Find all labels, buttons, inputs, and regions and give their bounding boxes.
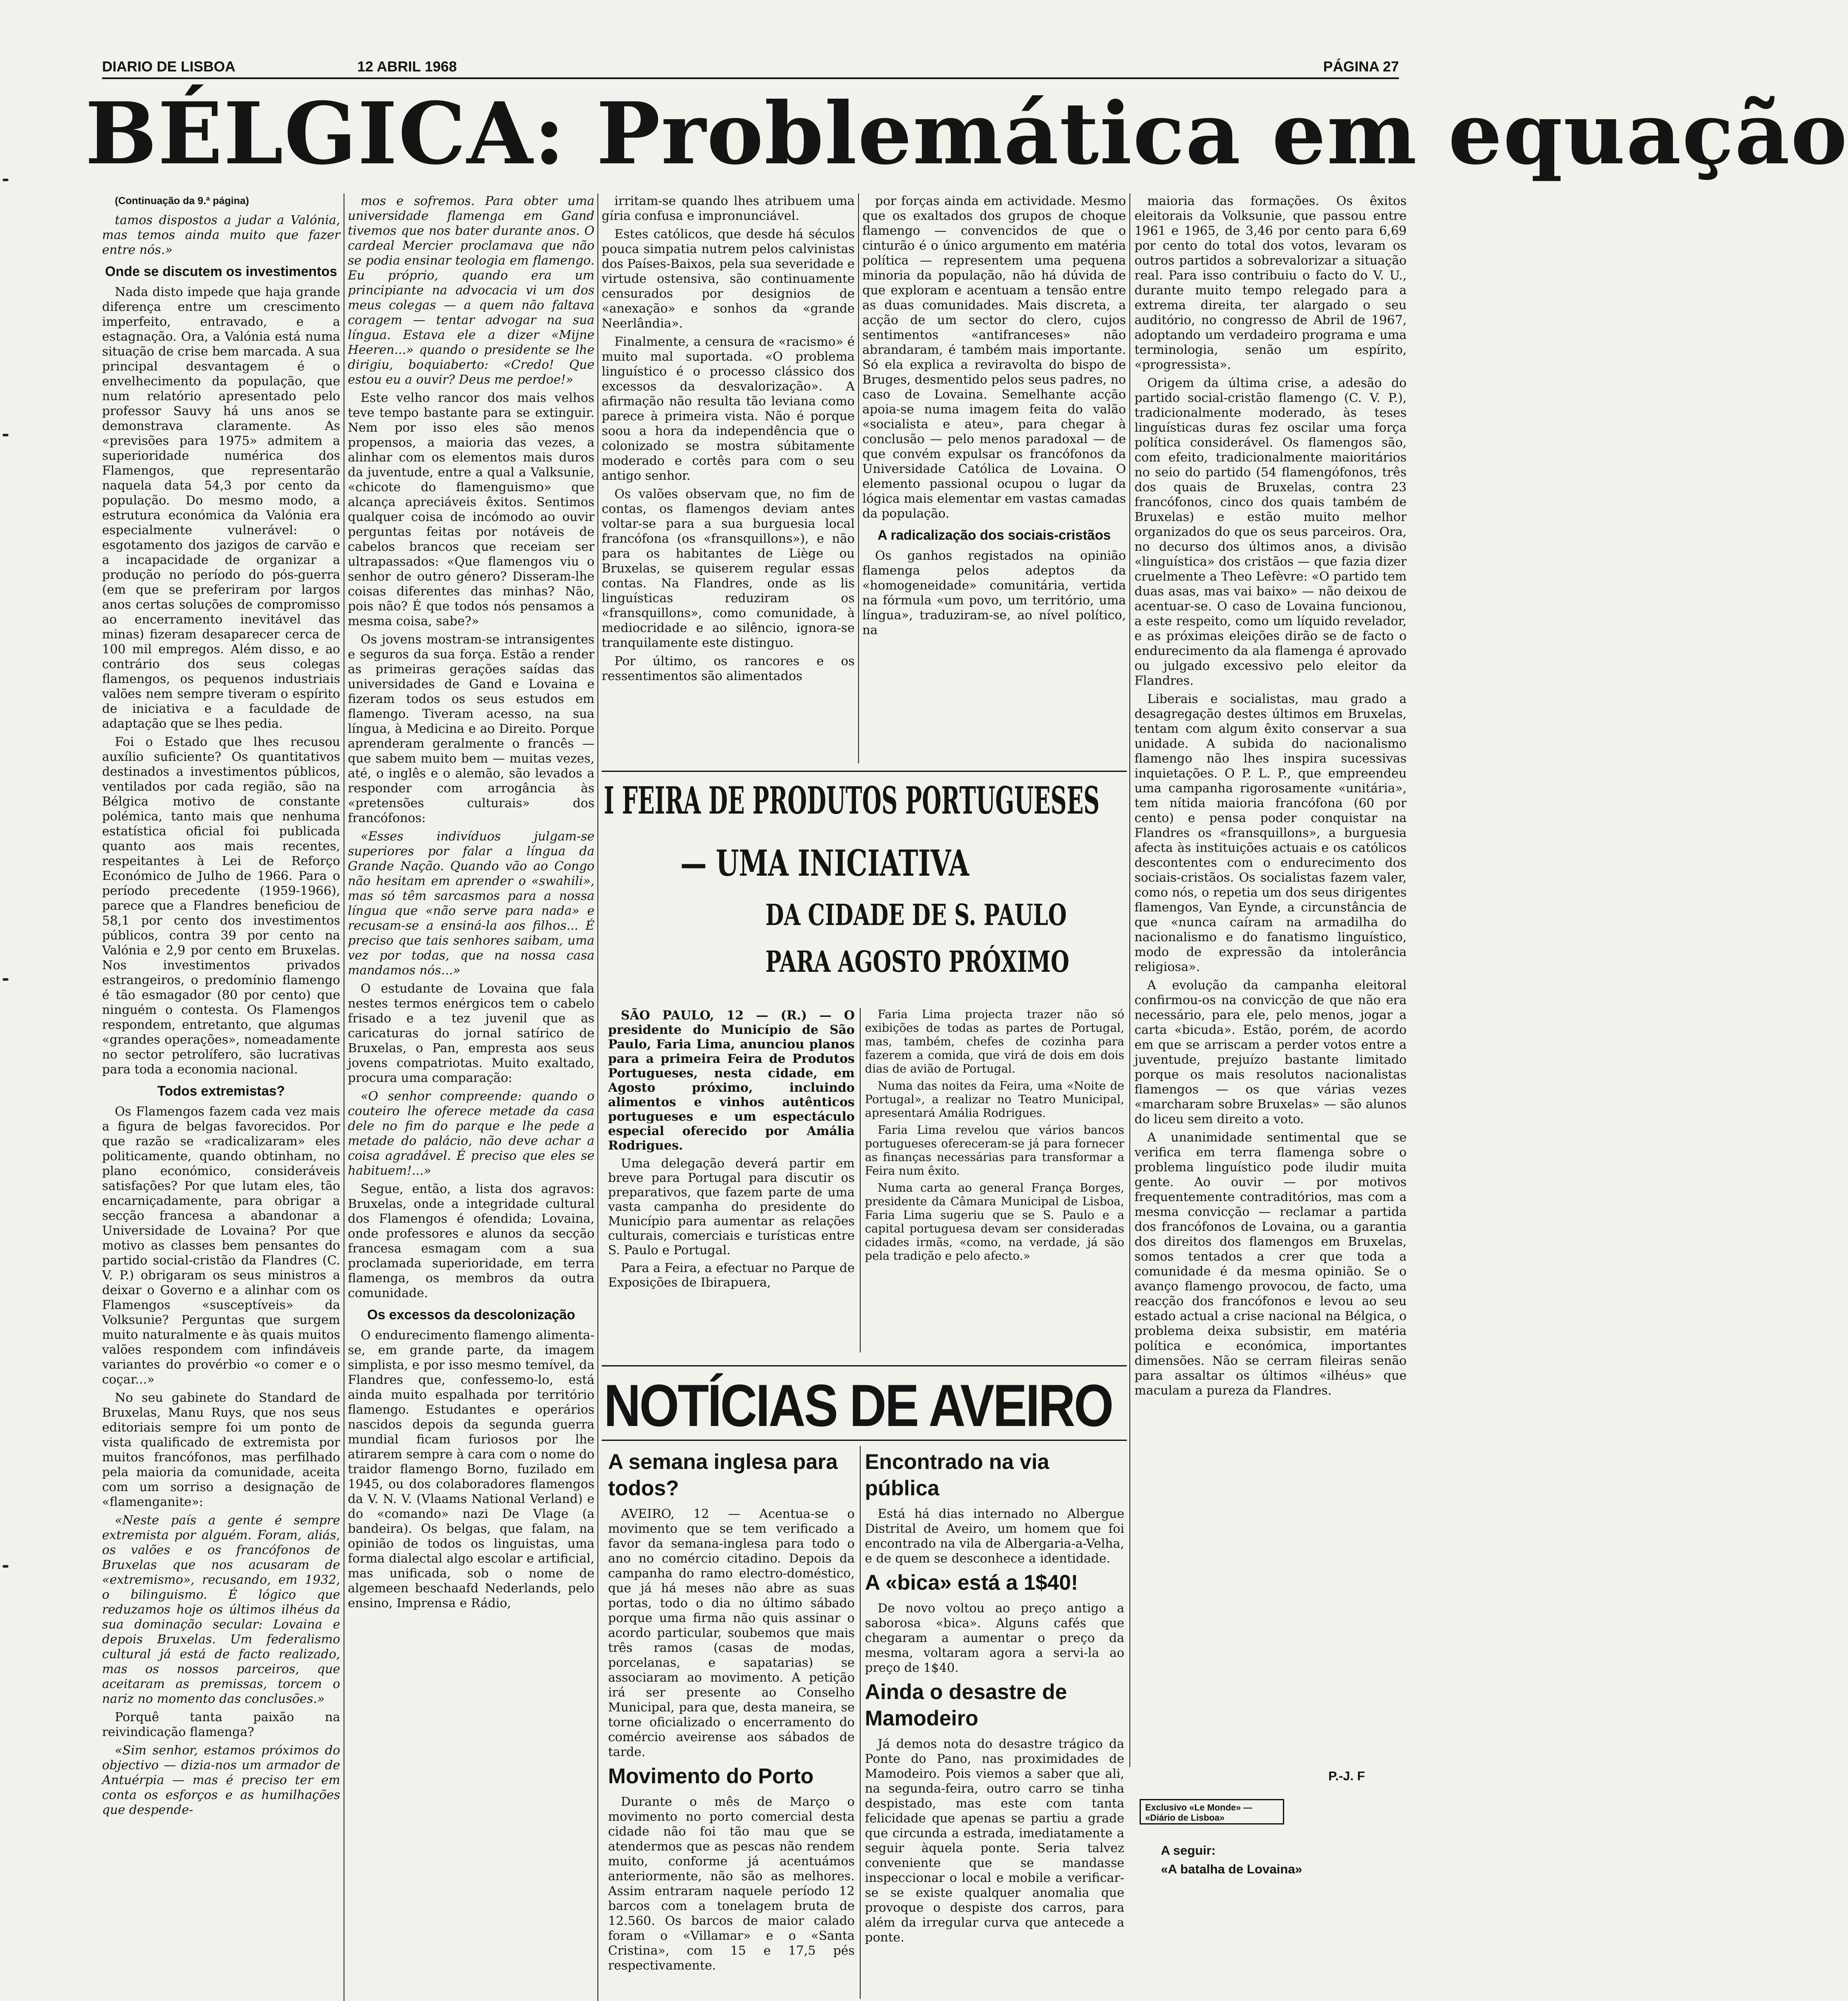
section-subheading: Todos extremistas? (157, 1083, 285, 1099)
article-paragraph: Uma delegação deverá partir em breve para Portugal para discutir os preparativos, que fazem parte de uma vasta campanha do presidente do Município para aumentar as relações culturais, comerciais e turísticas entre S. Paulo e Portugal. (608, 1156, 855, 1257)
article-paragraph: Faria Lima projecta trazer não só exibições de todas as partes de Portugal, mas, também, chefes de cozinha para fazerem a comida, que virá de dois em dois dias de avião de Portugal. (865, 1008, 1124, 1076)
article-paragraph: De novo voltou ao preço antigo a saborosa «bica». Alguns cafés que chegaram a aumentar o preço da mesma, voltaram agora a servi-la ao preço de 1$40. (865, 1601, 1124, 1675)
exclusive-label: Exclusivo (1145, 1803, 1187, 1813)
feira-body-left (608, 1008, 855, 1352)
article-paragraph: irritam-se quando lhes atribuem uma gíria confusa e impronunciável. (602, 194, 855, 223)
article-paragraph: «O senhor compreende: quando o couteiro lhe oferece metade da casa dele no fim do parque e lhe pede a metade do palácio, não deve achar a coisa agradável. É preciso que eles se habituem!...» (348, 1089, 594, 1178)
article-paragraph: Numa das noites da Feira, uma «Noite de Portugal», a realizar no Teatro Municipal, apresentará Amália Rodrigues. (865, 1079, 1124, 1120)
next-label: A seguir: (1161, 1844, 1216, 1858)
aveiro-column-left (608, 1446, 855, 1999)
margin-mark (3, 978, 9, 981)
section-subheading: Onde se discutem os investimentos (105, 264, 337, 279)
next-title: «A batalha de Lovaina» (1161, 1862, 1302, 1876)
article-paragraph: Já demos nota do desastre trágico da Ponte do Pano, nas proximidades de Mamodeiro. Pois viemos a saber que ali, na segunda-feira, outro carro se tinha despistado, mas este com tanta felicidade que apenas se partiu a grade que circunda a estrada, imediatamente a seguir àquela ponte. Seria talvez conveniente que se mandasse inspeccionar o local e mobile a verificar-se se existe qualquer anomalia que provoque o despiste dos carros, para além da irregular curva que antecede a ponte. (865, 1736, 1124, 1944)
article-paragraph: Os Flamengos fazem cada vez mais a figura de belgas favorecidos. Por que razão se «radicalizaram» eles politicamente, quando obtinham, no plano económico, consideráveis satisfações? Por que lutam eles, tão encarniçadamente, para obrigar a secção francesa a abandonar a Universidade de Lovaina? Por que motivo as classes bem pensantes do partido social-cristão da Flandres (C. V. P.) obrigaram os seus ministros a deixar o Governo e a alinhar com os Flamengos «susceptíveis» da Volksunie? Perguntas que surgem muito naturalmente e às quais muitos valões respondem com infindáveis variantes do provérbio «o comer e o coçar...» (102, 1104, 340, 1386)
aveiro-banner: NOTÍCIAS DE AVEIRO (604, 1372, 1112, 1439)
article-paragraph: por forças ainda em actividade. Mesmo que os exaltados dos grupos de choque flamengo — convencidos de que o cinturão é o único argumento em matéria política — representem uma pequena minoria da população, não há dúvida de que exploram e acentuam a tensão entre as duas comunidades. Mais discreta, a acção de um sector do clero, cujos sentimentos «antifranceses» não abrandaram, é também mais importante. Só ela explica a reviravolta do bispo de Bruges, desmentido pelos seus padres, no caso de Lovaina. Semelhante acção apoia-se numa imagem feita do valão «socialista e ateu», para chegar à conclusão — pelo menos paradoxal — de que convém expulsar os francófonos da Universidade Católica de Lovaina. O elemento passional ocupou o lugar da lógica mais elementar em vastas camadas da população. (862, 194, 1126, 521)
article-paragraph: No seu gabinete do Standard de Bruxelas, Manu Ruys, que nos seus editoriais sempre foi um ponto de vista qualificado de extremista por muitos francófonos, mas perfilhado pela maioria da comunidade, aceita com um sorriso a designação de «flamenganite»: (102, 1390, 340, 1509)
margin-mark (3, 179, 9, 181)
article-paragraph: A unanimidade sentimental que se verifica em terra flamenga sobre o problema linguístico pode iludir muita gente. Ao ouvir — por motivos frequentemente contraditórios, mas com a mesma convicção — reclamar a partida dos francófonos de Lovaina, ou a garantia dos direitos dos flamengos em Bruxelas, somos tentados a crer que toda a comunidade é da mesma opinião. Se o avanço flamengo provocou, de facto, uma reacção dos francófonos e levou ao seu estado actual a crise nacional na Bélgica, o problema deixa subsistir, em matéria política e económica, importantes dimensões. Não se cerram fileiras senão para assaltar os últimos «ilhéus» que maculam a pureza da Flandres. (1134, 1130, 1407, 1398)
article-paragraph: Nada disto impede que haja grande diferença entre um crescimento imperfeito, entravado, e a estagnação. Ora, a Valónia está numa situação de crise bem marcada. A sua principal desvantagem é o envelhecimento da população, que num relatório apresentado pelo professor Sauvy há uns anos se demonstrava claramente. As «previsões para 1975» admitem a superioridade numérica dos Flamengos, que representarão naquela data 54,3 por cento da população. Do mesmo modo, a estrutura económica da Valónia era especialmente vulnerável: o esgotamento dos jazigos de carvão e a incapacidade de organizar a produção no período do pós-guerra (em que se preferiram por largos anos certas soluções de compromisso ao encerramento inevitável das minas) fizeram desaparecer cerca de 100 mil empregos. Além disso, e ao contrário dos seus colegas flamengos, os pequenos industriais valões nem sempre tiveram o espírito de iniciativa e a faculdade de adaptação que se lhes pedia. (102, 285, 340, 731)
article-paragraph: A evolução da campanha eleitoral confirmou-os na convicção de que não era necessário, para ele, pelo menos, jogar a carta «bicuda». Estão, porém, de acordo em que se arriscam a perder votos entre a juventude, prejuízo bastante limitado porque os mais resolutos nacionalistas flamengos — os que várias vezes «marcharam sobre Bruxelas» — são alunos do liceu sem direito a voto. (1134, 978, 1407, 1126)
feira-lead: SÃO PAULO, 12 — (R.) — O presidente do Município de São Paulo, Faria Lima, anunciou planos para a primeira Feira de Produtos Portugueses, nesta cidade, em Agosto próximo, incluindo alimentos e vinhos autênticos portugueses e um espectáculo especial oferecido por Amália Rodrigues. (608, 1008, 855, 1153)
feira-headline-2: — UMA INICIATIVA (680, 842, 969, 884)
article-paragraph: «Esses indivíduos julgam-se superiores por falar a língua da Grande Nação. Quando vão ao Congo não hesitam em aprender o «swahili», mas só têm sarcasmos para a nossa língua que «não serve para nada» e recusam-se a ensiná-la aos filhos... É preciso que tais senhores saibam, uma vez por todas, que na nossa casa mandamos nós...» (348, 829, 594, 977)
article-paragraph: Os valões observam que, no fim de contas, os flamengos deviam antes voltar-se para a sua burguesia local francófona (os «fransquillons»), e não para os habitantes de Liège ou Bruxelas, se quiserem regular essas contas. Na Flandres, onde as lis linguísticas reduziram os «fransquillons», como comunidade, à mediocridade e ao silêncio, ignora-se tranquilamente este distinguo. (602, 487, 855, 650)
article-paragraph: O estudante de Lovaina que fala nestes termos enérgicos tem o cabelo frisado e a tez juvenil que as caricaturas do jornal satírico de Bruxelas, o Pan, empresta aos seus jovens compatriotas. Muito exaltado, procura uma comparação: (348, 981, 594, 1085)
margin-mark (3, 1565, 9, 1568)
feira-body-right (865, 1008, 1124, 1352)
feira-headline-4: PARA AGOSTO PRÓXIMO (765, 945, 1069, 979)
column-divider (597, 194, 598, 2001)
main-headline: BÉLGICA: Problemática em equação (85, 84, 1848, 184)
news-headline: Ainda o desastre de Mamodeiro (865, 1680, 1067, 1730)
section-subheading: Os excessos da descolonização (367, 1307, 575, 1322)
article-paragraph: Estes católicos, que desde há séculos pouca simpatia nutrem pelos calvinistas dos Países-Baixos, pela sua severidade e virtude ostensiva, são continuamente censurados por designios de «anexação» e sonhos da «grande Neerlândia». (602, 227, 855, 330)
article-paragraph: tamos dispostos a judar a Valónia, mas temos ainda muito que fazer entre nós.» (102, 213, 340, 257)
article-paragraph: Faria Lima revelou que vários bancos portugueses ofereceram-se já para fornecer as finanças necessárias para transformar a Feira num êxito. (865, 1124, 1124, 1178)
article-paragraph: Os jovens mostram-se intransigentes e seguros da sua força. Estão a render as primeiras gerações saídas das universidades de Gand e Lovaina e fizeram todos os seus estudos em flamengo. Tiveram acesso, na sua língua, à Medicina e ao Direito. Porque aprenderam geralmente o francês — que sabem muito bem — muitas vezes, até, o inglês e o alemão, são levados a responder com arrogância às «pretensões culturais» dos francófonos: (348, 632, 594, 825)
column-divider (860, 1008, 861, 1352)
article-column-2 (348, 194, 594, 2001)
news-headline: Movimento do Porto (608, 1764, 814, 1788)
section-rule (602, 771, 1127, 772)
article-column-3 (602, 194, 855, 763)
column-divider (858, 194, 859, 763)
column-divider (860, 1446, 861, 1999)
article-paragraph: Segue, então, a lista dos agravos: Bruxelas, onde a integridade cultural dos Flamengos é ofendida; Lovaina, onde professores e alunos da secção francesa esmagam com a sua proclamada superioridade, em terra flamenga, os membros da outra comunidade. (348, 1181, 594, 1300)
header-rule (102, 77, 1399, 79)
article-paragraph: Numa carta ao general França Borges, presidente da Câmara Municipal de Lisboa, Faria Lima sugeriu que se S. Paulo e a capital portuguesa devam ser consideradas cidades irmãs, «como, na verdade, já são pela tradição e pelo afecto.» (865, 1181, 1124, 1263)
article-paragraph: «Sim senhor, estamos próximos do objectivo — dizia-nos um armador de Antuérpia — mas é preciso ter em conta os esforços e as humilhações que despende- (102, 1743, 340, 1817)
page-header (102, 59, 1399, 78)
news-headline: A «bica» está a 1$40! (865, 1571, 1078, 1594)
feira-headline-3: DA CIDADE DE S. PAULO (765, 898, 1067, 932)
article-paragraph: O endurecimento flamengo alimenta-se, em grande parte, da imagem simplista, e por isso mesmo temível, da Flandres que, confessemo-lo, está ainda muito espalhada por território flamengo. Estudantes e operários nascidos depois da segunda guerra mundial ficam furiosos por lhe atirarem sempre à cara com o nome do traidor flamengo Borno, fuzilado em 1945, ou dos colaboradores flamengos da V. N. V. (Vlaams National Verland) e do «comando» nazi De Vlage (a bandeira). Os belgas, que falam, na opinião de todos os linguistas, uma forma dialectal algo escolar e artificial, mas unificada, sob o nome de algemeen beschaafd Nederlands, pelo ensino, Imprensa e Rádio, (348, 1328, 594, 1610)
news-headline: A semana inglesa para todos? (608, 1450, 838, 1500)
margin-mark (3, 434, 9, 436)
article-paragraph: Foi o Estado que lhes recusou auxílio suficiente? Os quantitativos destinados a investimentos públicos, ventilados por cada região, são na Bélgica motivo de constante polémica, tanto mais que nenhuma estatística oficial foi publicada quanto aos mais recentes, respeitantes à Lei de Reforço Económico de Julho de 1966. Para o período precedente (1959-1966), parece que a Flandres beneficiou de 58,1 por cento dos investimentos públicos, contra 39 por cento na Valónia e 2,9 por cento em Bruxelas. Nos investimentos privados estrangeiros, o predomínio flamengo é tão esmagador (80 por cento) que ninguém o contesta. Os Flamengos respondem, entretanto, que algumas «grandes operações», nomeadamente no sector petrolífero, são lucrativas para toda a economia nacional. (102, 734, 340, 1076)
article-paragraph: «Neste país a gente é sempre extremista por alguém. Foram, aliás, os valões e os francófonos de Bruxelas que nos acusaram de «extremismo», recusando, em 1932, o bilinguismo. É lógico que reduzamos hoje os últimos ilhéus da sua dominação secular: Lovaina e depois Bruxelas. Um federalismo cultural já está de facto realizado, mas os nossos parceiros, que aceitaram as premissas, torcem o nariz no momento das conclusões.» (102, 1513, 340, 1706)
section-rule (602, 1440, 1127, 1441)
exclusive-text: «Le Monde» — «Diário de Lisboa» (1145, 1803, 1253, 1823)
article-paragraph: Os ganhos registados na opinião flamenga pelos adeptos da «homogeneidade» comunitária, vertida na fórmula «um povo, um território, uma língua», traduziram-se, ao nível político, na (862, 548, 1126, 637)
article-paragraph: maioria das formações. Os êxitos eleitorais da Volksunie, que passou entre 1961 e 1965, de 3,46 por cento para 6,69 por cento do total dos votos, levaram os outros partidos a sobrevalorizar a situação real. Para isso contribuiu o facto do V. U., durante muito tempo relegado para a extrema direita, ter alargado o seu auditório, no congresso de Abril de 1967, adoptando um verdadeiro programa e uma terminologia, senão um espírito, «progressista». (1134, 194, 1407, 372)
column-divider (1129, 194, 1130, 1767)
article-column-5 (1134, 194, 1407, 1767)
exclusive-box (1140, 1799, 1284, 1825)
continuation-note: (Continuação da 9.ª página) (115, 195, 249, 207)
article-column-1 (102, 194, 340, 2001)
article-paragraph: mos e sofremos. Para obter uma universidade flamenga em Gand tivemos que nos bater durante anos. O cardeal Mercier proclamava que não se podia ensinar teologia em flamengo. Eu próprio, quando era um principiante na advocacia vi um dos meus colegas — a quem não faltava coragem — tentar advogar na sua língua. Estava ele a dizer «Mijne Heeren...» quando o presidente se lhe dirigiu, boquiaberto: «Credo! Que estou eu a ouvir? Deus me perdoe!» (348, 194, 594, 387)
section-rule (602, 1365, 1127, 1366)
article-paragraph: Por último, os rancores e os ressentimentos são alimentados (602, 654, 855, 683)
article-column-4 (862, 194, 1126, 763)
article-paragraph: Porquê tanta paixão na reivindicação flamenga? (102, 1710, 340, 1739)
issue-date: 12 ABRIL 1968 (357, 59, 457, 75)
author-signature: P.-J. F (1328, 1769, 1365, 1783)
article-paragraph: Origem da última crise, a adesão do partido social-cristão flamengo (C. V. P.), tradicionalmente moderado, às teses linguísticas duras fez oscilar uma força política considerável. Os flamengos são, com efeito, tradicionalmente maioritários no seio do partido (54 flamengófonos, três dos quais de Bruxelas, contra 23 francófonos, cinco dos quais também de Bruxelas) e estão muito melhor organizados do que os seus parceiros. Ora, no decurso dos últimos anos, a divisão «linguística» dos cristãos — que fazia dizer cruelmente a Theo Lefèvre: «O partido tem duas asas, mas vai baixo» — não deixou de acentuar-se. O caso de Lovaina funcionou, a este respeito, como um líquido revelador, e as próximas eleições dirão se de facto o endurecimento da ala flamenga é aprovado ou julgado excessivo pelo eleitor da Flandres. (1134, 376, 1407, 688)
article-paragraph: Este velho rancor dos mais velhos teve tempo bastante para se extinguir. Nem por isso eles são menos propensos, a maioria das vezes, a alinhar com os elementos mais duros da juventude, entre a qual a Valksunie, «chicote do flamenguismo» que alcança apreciáveis êxitos. Sentimos qualquer coisa de incómodo ao ouvir perguntas feitas por notáveis de cabelos brancos que receiam ser ultrapassados: «Que flamengos viu o senhor de outro género? Disseram-lhe coisas diferentes das minhas? Não, pois não? É que todos nós pensamos a mesma coisa, sabe?» (348, 390, 594, 628)
newspaper-name: DIARIO DE LISBOA (102, 59, 236, 75)
aveiro-column-right (865, 1446, 1124, 1999)
article-paragraph: AVEIRO, 12 — Acentua-se o movimento que se tem verificado a favor da semana-inglesa para todo o ano no comércio citadino. Depois da campanha do ramo electro-doméstico, que já há meses não abre as suas portas, todo o dia no último sábado porque uma firma não quis assinar o acordo particular, soubemos que mais três ramos (casas de modas, porcelanas, e sapatarias) se associaram ao movimento. A petição irá ser presente ao Conselho Municipal, para que, desta maneira, se torne oficializado o encerramento do comércio aveirense aos sábados de tarde. (608, 1506, 855, 1759)
article-paragraph: Liberais e socialistas, mau grado a desagregação destes últimos em Bruxelas, tentam com algum êxito conservar a sua unidade. A subida do nacionalismo flamengo não lhes inspira sucessivas inquietações. O P. L. P., que empreendeu uma campanha rigorosamente «unitária», tem nítida maioria francófona (60 por cento) e pensa poder conquistar na Flandres os «fransquillons», a burguesia afecta às instituições actuais e os católicos descontentes com o endurecimento dos sociais-cristãos. Os socialistas fazem valer, como nós, o repetia um dos seus dirigentes flamengos, Van Eynde, a circunstância de que «nunca caíram na armadilha do nacionalismo e do fanatismo linguístico, modo de expressão da intolerância religiosa». (1134, 692, 1407, 974)
article-paragraph: Para a Feira, a efectuar no Parque de Exposições de Ibirapuera, (608, 1261, 855, 1289)
article-paragraph: Durante o mês de Março o movimento no porto comercial desta cidade não foi tão mau que se atendermos que as pescas não rendem muito, conforme já acentuámos anteriormente, não são as melhores. Assim entraram naquele período 12 barcos com a tonelagem bruta de 12.560. Os barcos de maior calado foram o «Villamar» e o «Santa Cristina», com 15 e 17,5 pés respectivamente. (608, 1794, 855, 1973)
article-paragraph: Está há dias internado no Albergue Distrital de Aveiro, um homem que foi encontrado na vila de Albergaria-a-Velha, e de quem se desconhece a identidade. (865, 1506, 1124, 1566)
news-headline: Encontrado na via pública (865, 1450, 1049, 1500)
next-article-note (1161, 1842, 1302, 1879)
page-number: PÁGINA 27 (1323, 59, 1399, 75)
article-paragraph: Finalmente, a censura de «racismo» é muito mal suportada. «O problema linguístico é o processo clássico dos excessos da desvalorização». A afirmação não resulta tão leviana como parece à primeira vista. Não é porque soou a hora da independência que o colonizado se mostra súbitamente moderado e cortês para com o seu antigo senhor. (602, 334, 855, 483)
section-subheading: A radicalização dos sociais-cristãos (877, 527, 1111, 543)
feira-headline-1: I FEIRA DE PRODUTOS PORTUGUESES (604, 778, 1100, 823)
